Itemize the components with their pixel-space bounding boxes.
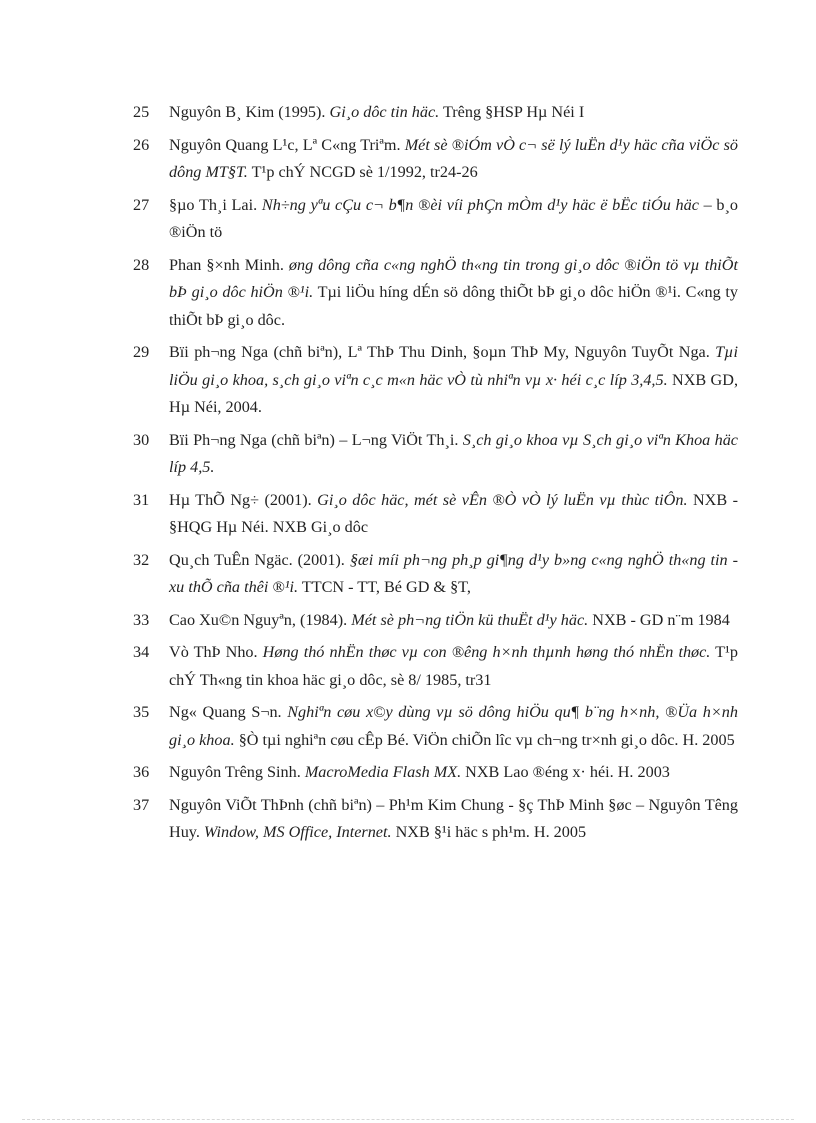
reference-title: Høng thó nhËn thøc vµ con ®êng h×nh thµnh høng thó nhËn thøc.	[262, 643, 711, 661]
reference-number: 31	[133, 490, 150, 509]
reference-item	[133, 759, 738, 787]
reference-segment: NXB GD, Hµ Néi, 2004.	[169, 370, 738, 416]
reference-segment: §µo Th¸i Lai.	[169, 195, 262, 214]
page-bottom-divider	[22, 1119, 794, 1120]
reference-number: 27	[133, 195, 150, 214]
reference-title: S¸ch gi¸o khoa vµ S¸ch gi¸o viªn Khoa häc líp 4,5.	[169, 430, 738, 476]
reference-text	[169, 607, 738, 635]
reference-title: Gi¸o dôc tin häc.	[329, 103, 440, 121]
reference-item	[133, 792, 738, 847]
reference-segment: Trêng §HSP Hµ Néi I	[439, 103, 585, 121]
reference-segment: NXB §¹i häc s ph¹m. H. 2005	[391, 823, 587, 841]
reference-list	[0, 99, 816, 852]
reference-item	[133, 699, 738, 754]
reference-text	[169, 487, 738, 542]
reference-segment: Nguyôn Trêng Sinh.	[169, 763, 305, 781]
reference-title: §æi míi ph¬ng ph¸p gi¶ng d¹y b»ng c«ng nghÖ th«ng tin - xu thÕ cña thêi ®¹i.	[169, 550, 738, 596]
reference-item	[133, 192, 738, 247]
reference-item	[133, 639, 738, 694]
reference-segment: NXB - §HQG Hµ Néi. NXB Gi¸o dôc	[169, 490, 738, 536]
reference-item	[133, 547, 738, 602]
reference-number: 36	[133, 763, 150, 781]
reference-segment: Vò ThÞ Nho.	[169, 643, 263, 661]
reference-number: 32	[133, 550, 150, 569]
reference-segment: TTCN - TT, Bé GD & §T,	[298, 578, 471, 596]
reference-text	[169, 699, 738, 754]
reference-number: 29	[133, 343, 150, 361]
reference-segment: – b¸o ®iÖn tö	[169, 195, 739, 241]
reference-item	[133, 252, 738, 335]
reference-text	[169, 252, 738, 335]
reference-segment: Nguyôn Quang L¹c, Lª C«ng Triªm.	[169, 135, 405, 154]
reference-text	[169, 192, 738, 247]
reference-text	[169, 759, 738, 787]
reference-text	[169, 339, 738, 422]
reference-item	[133, 487, 738, 542]
reference-number: 33	[133, 610, 150, 629]
reference-segment: Ng« Quang S¬n.	[169, 703, 288, 721]
reference-text	[169, 99, 738, 127]
reference-number: 34	[133, 643, 150, 661]
reference-segment: Bïi Ph¬ng Nga (chñ biªn) – L¬ng ViÖt Th¸i.	[169, 430, 463, 449]
reference-text	[169, 792, 738, 847]
reference-number: 25	[133, 103, 150, 121]
reference-segment: Bïi ph¬ng Nga (chñ biªn), Lª ThÞ Thu Dinh, §oµn ThÞ My, Nguyôn TuyÕt Nga.	[169, 343, 716, 361]
reference-title: MacroMedia Flash MX.	[304, 763, 462, 781]
reference-title: Nh÷ng yªu cÇu c¬ b¶n ®èi víi phÇn mÒm d¹y häc ë bËc tiÓu häc	[261, 195, 699, 214]
reference-title: Mét sè ®iÓm vÒ c¬ së lý luËn d¹y häc cña viÖc sö dông MT§T.	[169, 135, 738, 181]
reference-number: 28	[133, 255, 150, 274]
reference-text	[169, 547, 738, 602]
reference-item	[133, 132, 738, 187]
reference-title: Mét sè ph¬ng tiÖn kü thuËt d¹y häc.	[351, 610, 589, 629]
reference-number: 30	[133, 430, 150, 449]
reference-title: øng dông cña c«ng nghÖ th«ng tin trong gi¸o dôc ®iÖn tö vµ thiÕt bÞ gi¸o dôc hiÖn ®¹i.	[169, 255, 738, 301]
reference-text	[169, 427, 738, 482]
reference-segment: T¹p chÝ Th«ng tin khoa häc gi¸o dôc, sè 8/ 1985, tr31	[169, 643, 738, 689]
reference-segment: Nguyôn B¸ Kim (1995).	[169, 103, 330, 121]
reference-title: Tµi liÖu gi¸o khoa, s¸ch gi¸o viªn c¸c m«n häc vÒ tù nhiªn vµ x· héi c¸c líp 3,4,5.	[169, 343, 738, 389]
reference-item	[133, 427, 738, 482]
reference-item	[133, 99, 738, 127]
reference-number: 26	[133, 135, 150, 154]
reference-title: Gi¸o dôc häc, mét sè vÊn ®Ò vÒ lý luËn vµ thùc tiÔn.	[317, 490, 688, 509]
reference-segment: T¹p chÝ NCGD sè 1/1992, tr24-26	[247, 163, 478, 181]
reference-segment: Qu¸ch TuÊn Ngäc. (2001).	[169, 550, 350, 569]
reference-item	[133, 339, 738, 422]
reference-segment: NXB - GD n¨m 1984	[588, 610, 730, 629]
reference-segment: Hµ ThÕ Ng÷ (2001).	[169, 490, 318, 509]
reference-segment: Nguyôn ViÕt ThÞnh (chñ biªn) – Ph¹m Kim Chung - §ç ThÞ Minh §øc – Nguyôn Têng Huy.	[169, 795, 738, 841]
reference-number: 37	[133, 795, 150, 814]
reference-segment: NXB Lao ®éng x· héi. H. 2003	[461, 763, 670, 781]
reference-title: Nghiªn cøu x©y dùng vµ sö dông hiÖu qu¶ b¨ng h×nh, ®Üa h×nh gi¸o khoa.	[169, 703, 738, 749]
reference-segment: Tµi liÖu híng dÉn sö dông thiÕt bÞ gi¸o dôc hiÖn ®¹i. C«ng ty thiÕt bÞ gi¸o dôc.	[169, 283, 738, 329]
reference-item	[133, 607, 738, 635]
reference-number: 35	[133, 703, 150, 721]
reference-segment: Cao Xu©n Nguyªn, (1984).	[169, 610, 352, 629]
reference-text	[169, 639, 738, 694]
reference-title: Window, MS Office, Internet.	[203, 823, 392, 841]
reference-segment: Phan §×nh Minh.	[169, 255, 289, 274]
reference-text	[169, 132, 738, 187]
reference-segment: §Ò tµi nghiªn cøu cÊp Bé. ViÖn chiÕn lîc vµ ch¬ng tr×nh gi¸o dôc. H. 2005	[234, 730, 735, 749]
